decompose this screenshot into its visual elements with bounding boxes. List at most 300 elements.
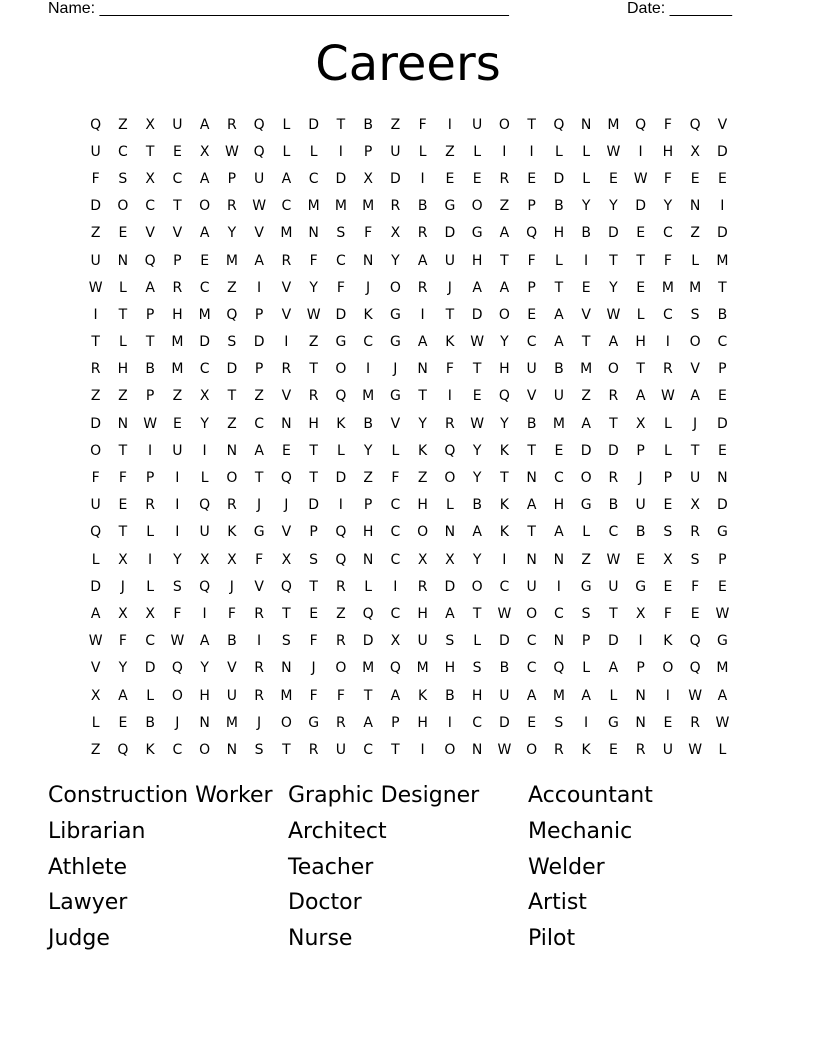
word-bank-item: Graphic Designer (288, 783, 480, 808)
word-bank-item: Librarian (48, 818, 146, 844)
grid-letter: R (281, 361, 292, 378)
grid-letter: C (553, 470, 564, 487)
grid-letter: R (281, 252, 292, 269)
grid-letter: I (447, 714, 452, 731)
grid-letter: E (554, 442, 564, 459)
grid-letter: N (635, 714, 646, 731)
grid-letter: Z (581, 388, 591, 405)
grid-letter: U (499, 687, 510, 704)
grid-letter: I (447, 116, 452, 133)
grid-letter: A (199, 170, 210, 187)
grid-letter: I (420, 170, 425, 187)
grid-letter: R (254, 660, 264, 677)
grid-letter: Q (635, 116, 647, 133)
grid-letter: M (225, 714, 238, 731)
word-bank-item: Artist (528, 890, 587, 916)
grid-letter: M (307, 198, 320, 215)
grid-letter: H (362, 524, 374, 541)
grid-letter: O (171, 687, 183, 704)
grid-letter: D (471, 306, 483, 323)
grid-letter: E (472, 170, 482, 187)
grid-letter: N (526, 470, 537, 487)
grid-letter: C (308, 170, 319, 187)
grid-letter: T (472, 605, 482, 622)
grid-letter: D (607, 442, 619, 459)
grid-letter: L (391, 442, 400, 459)
grid-letter: S (690, 306, 700, 323)
grid-letter: Q (553, 116, 565, 133)
grid-letter: I (447, 388, 452, 405)
grid-letter: R (663, 361, 673, 378)
grid-letter: C (472, 714, 483, 731)
grid-letter: B (526, 415, 537, 432)
grid-letter: X (690, 497, 700, 514)
grid-letter: A (199, 225, 210, 242)
grid-letter: V (281, 306, 292, 323)
grid-letter: A (499, 225, 510, 242)
grid-letter: Q (526, 225, 538, 242)
grid-letter: E (445, 170, 455, 187)
grid-letter: V (254, 578, 264, 595)
grid-letter: X (199, 551, 210, 568)
grid-letter: E (172, 143, 182, 160)
grid-letter: D (553, 170, 565, 187)
grid-letter: I (257, 633, 262, 650)
grid-letter: Q (335, 524, 347, 541)
grid-letter: P (363, 497, 373, 514)
grid-letter: B (581, 225, 591, 242)
grid-letter: E (608, 741, 618, 758)
grid-letter: M (716, 660, 729, 677)
grid-letter: P (173, 252, 182, 269)
grid-letter: H (662, 143, 674, 160)
grid-row (82, 329, 736, 356)
grid-letter: O (662, 660, 674, 677)
grid-letter: U (390, 143, 401, 160)
grid-letter: F (336, 687, 345, 704)
grid-letter: Z (227, 415, 237, 432)
grid-letter: L (282, 143, 291, 160)
grid-letter: N (635, 687, 646, 704)
grid-letter: I (720, 198, 725, 215)
grid-letter: H (553, 497, 565, 514)
grid-letter: S (554, 714, 564, 731)
grid-letter: Q (444, 442, 456, 459)
grid-letter: Y (500, 415, 509, 432)
grid-row (82, 628, 736, 655)
grid-letter: E (281, 442, 291, 459)
grid-letter: S (172, 578, 182, 595)
grid-letter: J (120, 578, 125, 595)
grid-letter: A (472, 524, 482, 541)
grid-letter: E (527, 306, 537, 323)
grid-letter: C (717, 334, 728, 351)
grid-letter: G (389, 306, 401, 323)
grid-letter: Y (118, 660, 128, 677)
grid-letter: K (145, 741, 155, 758)
grid-letter: O (226, 470, 238, 487)
grid-letter: I (584, 252, 589, 269)
grid-letter: E (200, 252, 210, 269)
grid-letter: T (391, 741, 400, 758)
grid-letter: M (280, 225, 293, 242)
grid-letter: T (581, 334, 591, 351)
grid-letter: L (282, 116, 291, 133)
grid-letter: Z (118, 116, 128, 133)
grid-letter: Q (335, 388, 347, 405)
grid-letter: P (145, 470, 155, 487)
grid-letter: N (417, 361, 428, 378)
grid-letter: A (363, 714, 373, 731)
grid-letter: E (172, 415, 182, 432)
grid-letter: F (91, 170, 100, 187)
grid-letter: U (662, 741, 673, 758)
grid-letter: G (444, 198, 456, 215)
grid-row (82, 573, 736, 600)
grid-letter: D (498, 714, 510, 731)
grid-letter: G (580, 497, 592, 514)
grid-letter: T (718, 279, 727, 296)
grid-letter: O (90, 442, 102, 459)
grid-letter: D (90, 578, 102, 595)
grid-letter: P (145, 388, 155, 405)
grid-letter: X (145, 170, 155, 187)
grid-letter: X (363, 170, 373, 187)
grid-letter: R (608, 470, 619, 487)
grid-row (82, 492, 736, 519)
grid-letter: R (254, 605, 264, 622)
grid-letter: I (529, 143, 534, 160)
grid-letter: Z (308, 334, 319, 351)
grid-letter: W (143, 415, 158, 432)
grid-letter: V (145, 225, 155, 242)
grid-letter: A (554, 334, 564, 351)
grid-letter: U (90, 252, 101, 269)
grid-letter: P (309, 524, 318, 541)
grid-letter: W (470, 415, 485, 432)
grid-letter: Y (200, 415, 209, 432)
grid-letter: V (281, 524, 292, 541)
grid-letter: T (118, 524, 128, 541)
grid-letter: R (417, 578, 428, 595)
grid-letter: K (499, 442, 509, 459)
grid-letter: I (338, 143, 343, 160)
grid-letter: U (526, 361, 537, 378)
grid-letter: S (227, 334, 237, 351)
grid-letter: U (444, 252, 455, 269)
grid-letter: D (444, 578, 456, 595)
grid-letter: T (118, 306, 128, 323)
grid-letter: O (471, 578, 483, 595)
grid-letter: M (280, 687, 293, 704)
grid-letter: P (636, 660, 645, 677)
grid-letter: S (663, 524, 673, 541)
grid-letter: I (93, 306, 98, 323)
grid-letter: J (311, 660, 316, 677)
grid-letter: V (281, 388, 292, 405)
grid-letter: M (198, 306, 211, 323)
grid-letter: G (580, 578, 592, 595)
grid-letter: M (362, 198, 375, 215)
grid-row (82, 274, 736, 301)
grid-letter: F (91, 470, 100, 487)
grid-letter: X (118, 551, 128, 568)
grid-letter: N (553, 551, 565, 568)
grid-row (82, 410, 736, 437)
grid-letter: E (690, 605, 700, 622)
grid-letter: U (635, 497, 646, 514)
grid-letter: Q (335, 551, 347, 568)
grid-letter: N (199, 714, 210, 731)
word-bank-item: Accountant (528, 783, 653, 808)
grid-letter: O (498, 306, 510, 323)
grid-letter: C (145, 633, 156, 650)
grid-row (82, 709, 736, 736)
grid-letter: U (417, 633, 428, 650)
grid-letter: T (336, 116, 346, 133)
grid-row (82, 247, 736, 274)
grid-letter: Z (90, 741, 101, 758)
grid-letter: F (364, 225, 373, 242)
grid-row (82, 301, 736, 328)
grid-letter: D (389, 170, 401, 187)
grid-letter: T (309, 361, 318, 378)
grid-letter: I (638, 143, 643, 160)
grid-letter: Q (171, 660, 183, 677)
grid-letter: S (445, 633, 455, 650)
grid-letter: M (716, 252, 729, 269)
grid-letter: Z (90, 388, 101, 405)
grid-letter: M (580, 361, 593, 378)
grid-letter: R (417, 225, 428, 242)
grid-letter: M (334, 198, 347, 215)
grid-letter: A (608, 660, 619, 677)
grid-letter: G (389, 388, 401, 405)
grid-letter: I (665, 334, 670, 351)
grid-letter: C (363, 334, 374, 351)
grid-letter: Y (500, 334, 509, 351)
grid-letter: V (172, 225, 183, 242)
grid-letter: X (118, 605, 128, 622)
grid-letter: X (281, 551, 292, 568)
grid-letter: Z (118, 388, 128, 405)
grid-row (82, 111, 736, 138)
grid-letter: W (224, 143, 239, 160)
word-bank-item: Nurse (288, 926, 353, 952)
grid-letter: H (635, 334, 646, 351)
grid-letter: C (145, 198, 156, 215)
grid-letter: I (502, 551, 507, 568)
grid-letter: D (580, 442, 592, 459)
grid-letter: O (444, 470, 456, 487)
grid-letter: D (362, 633, 374, 650)
grid-letter: D (253, 334, 265, 351)
grid-letter: E (663, 714, 673, 731)
grid-letter: G (253, 524, 265, 541)
grid-letter: C (499, 578, 510, 595)
grid-row (82, 464, 736, 491)
grid-letter: H (417, 497, 428, 514)
grid-letter: P (718, 551, 727, 568)
grid-letter: R (336, 633, 346, 650)
grid-letter: L (473, 633, 482, 650)
grid-letter: I (175, 524, 180, 541)
grid-letter: X (635, 605, 646, 622)
grid-letter: T (500, 252, 509, 269)
grid-letter: E (636, 279, 646, 296)
grid-letter: E (608, 170, 618, 187)
grid-letter: C (390, 524, 401, 541)
grid-row (82, 682, 736, 709)
grid-letter: A (199, 116, 210, 133)
grid-letter: W (497, 605, 512, 622)
grid-letter: P (527, 198, 536, 215)
grid-letter: C (526, 660, 537, 677)
grid-letter: H (553, 225, 565, 242)
grid-letter: R (254, 687, 264, 704)
grid-letter: R (227, 116, 237, 133)
grid-letter: D (335, 470, 347, 487)
grid-letter: F (309, 633, 318, 650)
grid-letter: N (717, 470, 728, 487)
grid-letter: Q (362, 605, 374, 622)
grid-letter: L (200, 470, 209, 487)
grid-letter: S (472, 660, 482, 677)
grid-letter: G (607, 714, 619, 731)
grid-letter: F (255, 551, 264, 568)
grid-row (82, 519, 736, 546)
grid-letter: S (281, 633, 291, 650)
grid-letter: J (447, 279, 452, 296)
grid-letter: C (199, 279, 210, 296)
grid-letter: Y (609, 198, 618, 215)
grid-letter: T (282, 741, 291, 758)
grid-letter: T (500, 470, 509, 487)
grid-letter: Z (445, 143, 455, 160)
grid-letter: D (335, 170, 347, 187)
grid-letter: M (661, 279, 674, 296)
grid-letter: B (554, 361, 564, 378)
grid-letter: W (88, 279, 103, 296)
grid-letter: P (527, 279, 536, 296)
grid-letter: C (172, 741, 183, 758)
grid-letter: Q (90, 116, 102, 133)
grid-letter: F (391, 470, 400, 487)
grid-letter: W (88, 633, 103, 650)
grid-letter: Y (309, 279, 318, 296)
grid-letter: X (417, 551, 428, 568)
grid-letter: W (170, 633, 185, 650)
grid-letter: Y (391, 252, 400, 269)
grid-letter: T (527, 116, 536, 133)
grid-letter: A (445, 605, 455, 622)
grid-letter: U (526, 578, 537, 595)
grid-letter: D (90, 415, 102, 432)
grid-letter: G (335, 334, 347, 351)
grid-letter: D (308, 116, 320, 133)
grid-letter: I (393, 578, 398, 595)
grid-letter: Z (336, 605, 346, 622)
grid-letter: N (226, 442, 238, 459)
grid-letter: R (608, 388, 619, 405)
grid-letter: L (309, 143, 318, 160)
grid-letter: F (227, 605, 236, 622)
grid-letter: Z (172, 388, 183, 405)
grid-letter: R (336, 578, 346, 595)
grid-letter: E (636, 551, 646, 568)
grid-letter: P (363, 143, 373, 160)
grid-letter: I (202, 605, 207, 622)
grid-letter: K (499, 524, 509, 541)
grid-letter: U (472, 116, 483, 133)
word-bank-item: Architect (288, 818, 387, 844)
word-bank-item: Teacher (288, 854, 374, 880)
grid-letter: S (309, 551, 319, 568)
grid-letter: M (552, 415, 565, 432)
grid-letter: Y (472, 470, 482, 487)
grid-letter: F (691, 578, 700, 595)
grid-letter: W (715, 714, 730, 731)
grid-letter: E (663, 578, 673, 595)
grid-letter: L (582, 143, 591, 160)
grid-letter: B (608, 497, 619, 514)
grid-letter: Z (227, 279, 237, 296)
grid-letter: X (635, 415, 646, 432)
grid-letter: L (582, 524, 591, 541)
grid-letter: A (526, 687, 537, 704)
grid-letter: Q (253, 143, 265, 160)
grid-letter: T (282, 605, 291, 622)
grid-letter: N (580, 116, 592, 133)
grid-letter: N (117, 415, 129, 432)
grid-letter: V (254, 225, 264, 242)
grid-letter: P (254, 361, 264, 378)
grid-letter: T (418, 388, 427, 405)
grid-letter: W (688, 687, 703, 704)
grid-letter: V (717, 116, 728, 133)
grid-letter: P (254, 306, 264, 323)
grid-letter: X (690, 143, 700, 160)
grid-letter: O (199, 198, 211, 215)
grid-letter: I (502, 143, 507, 160)
grid-letter: G (308, 714, 320, 731)
word-bank-item: Mechanic (528, 818, 633, 844)
grid-letter: M (225, 252, 238, 269)
grid-letter: I (638, 633, 643, 650)
grid-letter: E (581, 279, 591, 296)
grid-letter: T (472, 361, 482, 378)
grid-letter: I (584, 714, 589, 731)
grid-letter: I (257, 279, 262, 296)
grid-letter: N (117, 252, 129, 269)
grid-letter: L (718, 741, 727, 758)
grid-letter: J (257, 497, 262, 514)
grid-letter: O (335, 660, 347, 677)
grid-letter: O (444, 741, 456, 758)
grid-letter: R (499, 170, 510, 187)
grid-letter: B (145, 361, 155, 378)
grid-letter: T (609, 605, 618, 622)
grid-letter: F (418, 116, 427, 133)
grid-letter: E (717, 442, 727, 459)
grid-letter: I (148, 442, 153, 459)
grid-letter: E (309, 605, 319, 622)
grid-letter: K (445, 334, 455, 351)
grid-letter: E (663, 497, 673, 514)
grid-letter: X (663, 551, 673, 568)
grid-letter: O (199, 741, 211, 758)
grid-letter: A (635, 388, 646, 405)
